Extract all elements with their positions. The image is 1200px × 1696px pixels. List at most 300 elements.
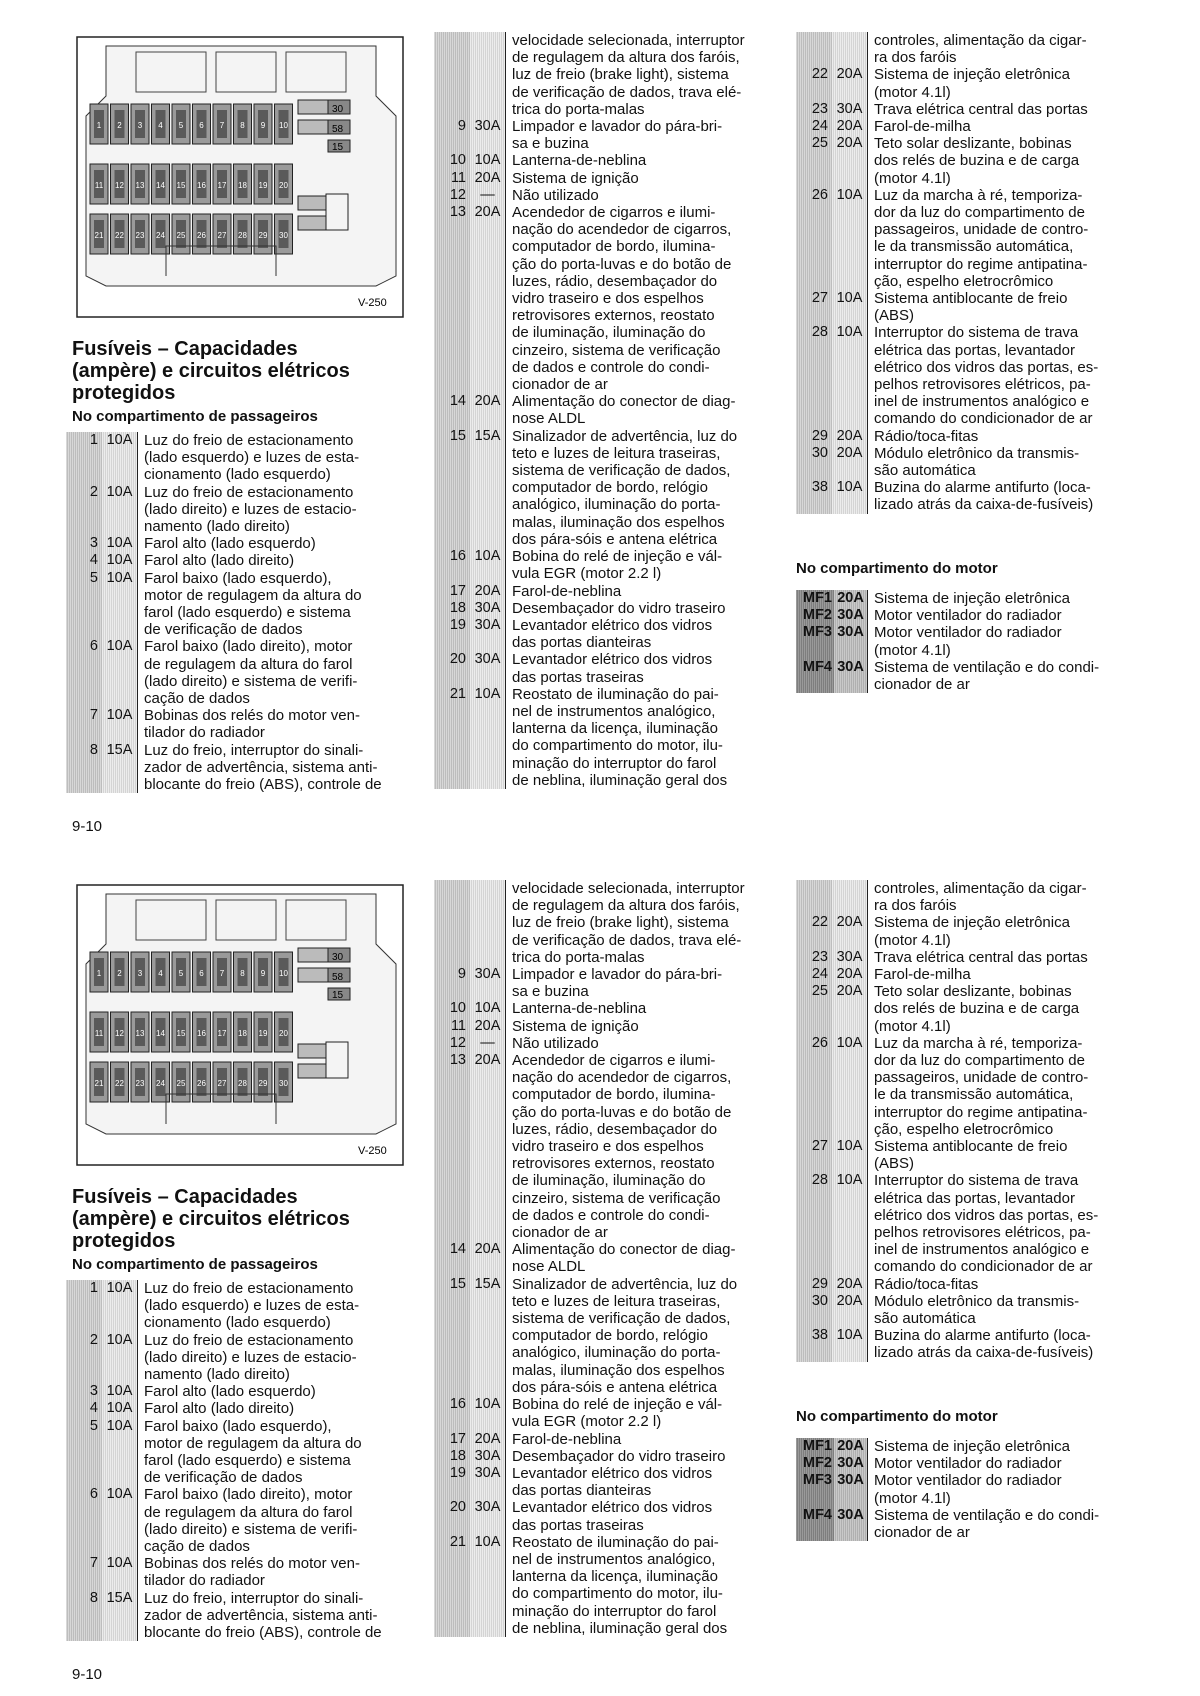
fuse-slot-number: 18: [238, 1029, 247, 1038]
description-line: lanterna da licença, iluminação: [512, 1568, 718, 1586]
fuse-circuit-description: [868, 428, 1126, 445]
description-line: Bobinas dos relés do motor ven-: [144, 1555, 360, 1573]
fuse-row: [434, 393, 774, 427]
fuse-slot-number: 15: [176, 181, 186, 190]
fuse-circuit-description: [506, 600, 774, 617]
description-line: Sistema de ignição: [512, 169, 639, 187]
passenger-compartment-heading: No compartimento de passageiros: [72, 408, 318, 425]
fuse-number: 11: [434, 1018, 470, 1035]
description-line: Módulo eletrônico da transmis-: [874, 1292, 1080, 1310]
fuse-slot-number: 26: [197, 231, 206, 240]
fuse-slot-number: 14: [156, 181, 165, 190]
description-line: de iluminação, iluminação do: [512, 324, 706, 342]
description-line: (motor 4.1l): [874, 1017, 951, 1035]
fuse-slot-number: 20: [279, 1029, 288, 1038]
description-line: Sistema antiblocante de freio: [874, 1138, 1068, 1156]
relay-label: 58: [332, 124, 344, 135]
fuse-circuit-description: [138, 1590, 406, 1642]
fuse-box-drawing: [76, 884, 404, 1166]
fuse-number: 30: [796, 1293, 832, 1327]
description-line: Levantador elétrico dos vidros: [512, 1464, 713, 1482]
fuse-row: [66, 1486, 406, 1555]
fuse-circuit-description: [138, 1486, 406, 1555]
fuse-number: 16: [434, 1396, 470, 1430]
description-line: do compartimento do motor, ilu-: [512, 737, 723, 755]
engine-fuse-row: [796, 1438, 1126, 1455]
description-line: Buzina do alarme antifurto (loca-: [874, 479, 1091, 497]
fuse-amperage: 10A: [832, 1172, 868, 1275]
fuse-slot-number: 29: [258, 231, 268, 240]
description-line: Módulo eletrônico da transmis-: [874, 444, 1080, 462]
fuse-circuit-description: [868, 32, 1126, 66]
fuse-slot-number: 30: [279, 1079, 288, 1088]
description-line: computador de bordo, relógio: [512, 1327, 708, 1345]
fuse-circuit-description: [868, 1438, 1126, 1455]
fuse-slot-number: 3: [137, 121, 143, 130]
heading-line-3: protegidos: [72, 382, 176, 404]
fuse-row: [434, 187, 774, 204]
description-line: luzes, rádio, desembaçador do: [512, 1120, 718, 1138]
fuse-number: 9: [434, 966, 470, 1000]
description-line: (lado direito) e luzes de estacio-: [144, 1348, 357, 1366]
description-line: Sistema de injeção eletrônica: [874, 914, 1070, 932]
fuse-circuit-description: [138, 570, 406, 639]
description-line: Interruptor do sistema de trava: [874, 324, 1079, 342]
fuse-amperage: 10A: [470, 152, 506, 169]
fuse-slot-number: 26: [197, 1079, 206, 1088]
fuse-list-col1: [66, 1280, 406, 1641]
description-line: dos pára-sóis e antena elétrica: [512, 1378, 718, 1396]
fuse-slot-number: 23: [135, 1079, 145, 1088]
description-line: Farol baixo (lado direito), motor: [144, 638, 353, 656]
description-line: tilador do radiador: [144, 724, 265, 742]
description-line: Farol baixo (lado direito), motor: [144, 1486, 353, 1504]
description-line: Limpador e lavador do pára-bri-: [512, 118, 723, 136]
description-line: Motor ventilador do radiador: [874, 1472, 1062, 1490]
fuse-amperage: 10A: [102, 707, 138, 741]
fuse-slot-number: 8: [240, 121, 245, 130]
fuse-circuit-description: [868, 607, 1126, 624]
fuse-slot-number: 28: [238, 231, 247, 240]
fuse-number: 28: [796, 324, 832, 427]
fuse-number: 16: [434, 548, 470, 582]
fuse-row: [66, 1590, 406, 1642]
fuse-number: MF3: [796, 624, 834, 658]
description-line: Teto solar deslizante, bobinas: [874, 135, 1072, 153]
fuse-slot-number: 25: [176, 1079, 186, 1088]
description-line: Farol alto (lado esquerdo): [144, 535, 316, 553]
fuse-circuit-description: [138, 552, 406, 569]
engine-fuse-row: [796, 590, 1126, 607]
fuse-number: 28: [796, 1172, 832, 1275]
fuse-row: [66, 1400, 406, 1417]
fuse-amperage: 20A: [470, 1241, 506, 1275]
page-number: 9-10: [72, 1666, 103, 1683]
description-line: do compartimento do motor, ilu-: [512, 1585, 723, 1603]
engine-fuse-row: [796, 1455, 1126, 1472]
fuse-row: [434, 1000, 774, 1017]
fuse-amperage: 10A: [832, 324, 868, 427]
fuse-slot-number: 6: [199, 969, 204, 978]
fuse-row: [796, 949, 1126, 966]
description-line: Luz do freio de estacionamento: [144, 1280, 354, 1297]
fuse-row: [434, 1499, 774, 1533]
fuse-slot-number: 18: [238, 181, 247, 190]
fuse-amperage: 10A: [102, 1332, 138, 1384]
description-line: Sistema de ignição: [512, 1017, 639, 1035]
fuse-circuit-description: [868, 1172, 1126, 1275]
description-line: de dados e controle do condi-: [512, 358, 710, 376]
description-line: computador de bordo, relógio: [512, 479, 708, 497]
fuse-amperage: 10A: [102, 638, 138, 707]
relay-label: 58: [332, 972, 344, 983]
fuse-amperage: 30A: [470, 600, 506, 617]
fuse-number: 14: [434, 393, 470, 427]
fuse-circuit-description: [506, 393, 774, 427]
fuse-number: 4: [66, 1400, 102, 1417]
fuse-amperage: 20A: [470, 1018, 506, 1035]
description-line: nel de instrumentos analógico,: [512, 702, 716, 720]
fuse-number: MF2: [796, 1455, 834, 1472]
fuse-slot-number: 15: [176, 1029, 186, 1038]
fuse-circuit-description: [506, 1431, 774, 1448]
fuse-row: [434, 1448, 774, 1465]
fuse-amperage: —: [470, 187, 506, 204]
description-line: Levantador elétrico dos vidros: [512, 616, 713, 634]
fuse-list-col2: [434, 32, 774, 789]
fuse-box-diagram: [76, 36, 404, 318]
description-line: dos relés de buzina e de carga: [874, 1000, 1080, 1018]
description-line: velocidade selecionada, interruptor: [512, 32, 745, 49]
fuse-circuit-description: [868, 949, 1126, 966]
fuse-circuit-description: [138, 432, 406, 484]
fuse-amperage: 15A: [470, 1276, 506, 1396]
fuse-number: 1: [66, 432, 102, 484]
fuse-circuit-description: [868, 187, 1126, 290]
description-line: Farol-de-milha: [874, 118, 971, 136]
continued-description-row: [434, 32, 774, 118]
fuse-amperage: 10A: [102, 552, 138, 569]
description-line: das portas traseiras: [512, 1516, 644, 1534]
description-line: vidro traseiro e dos espelhos: [512, 1138, 704, 1156]
description-line: nose ALDL: [512, 410, 586, 428]
fuse-number: 15: [434, 1276, 470, 1396]
fuse-slot-number: 5: [178, 121, 184, 130]
fuse-row: [66, 1383, 406, 1400]
description-line: Sistema antiblocante de freio: [874, 290, 1068, 308]
fuse-circuit-description: [868, 880, 1126, 914]
fuse-amperage: 20A: [834, 590, 868, 607]
fuse-slot-number: 24: [156, 1079, 165, 1088]
description-line: (lado direito) e sistema de verifi-: [144, 672, 358, 690]
fuse-circuit-description: [868, 1327, 1126, 1361]
description-line: motor de regulagem da altura do: [144, 586, 362, 604]
description-line: (motor 4.1l): [874, 931, 951, 949]
fuse-slot-number: 12: [115, 1029, 124, 1038]
fuse-row: [796, 101, 1126, 118]
description-line: Luz do freio, interruptor do sinali-: [144, 1589, 364, 1607]
fuse-slot-number: 16: [197, 1029, 206, 1038]
description-line: lizado atrás da caixa-de-fusíveis): [874, 496, 1094, 514]
engine-compartment-heading: No compartimento do motor: [796, 1408, 998, 1425]
fuse-circuit-description: [868, 1455, 1126, 1472]
description-line: inel de instrumentos analógico e: [874, 393, 1090, 411]
fuse-circuit-description: [868, 1507, 1126, 1541]
fuse-amperage: 20A: [470, 170, 506, 187]
fuse-amperage: 20A: [832, 983, 868, 1035]
fuse-number: 12: [434, 187, 470, 204]
fuse-number: 2: [66, 484, 102, 536]
fuse-row: [434, 548, 774, 582]
fuse-amperage: 30A: [470, 651, 506, 685]
fuse-amperage-blank: [470, 880, 506, 966]
description-line: passageiros, unidade de contro-: [874, 1069, 1089, 1087]
fuse-row: [434, 1018, 774, 1035]
description-line: luzes, rádio, desembaçador do: [512, 272, 718, 290]
fuse-row: [66, 570, 406, 639]
description-line: nel de instrumentos analógico,: [512, 1550, 716, 1568]
fuse-slot-number: 8: [240, 969, 245, 978]
fuse-number: 12: [434, 1035, 470, 1052]
description-line: vula EGR (motor 2.2 l): [512, 1413, 662, 1431]
fuse-amperage: 20A: [832, 1276, 868, 1293]
description-line: sa e buzina: [512, 983, 589, 1001]
description-line: interruptor do regime antipatina-: [874, 1103, 1088, 1121]
fuse-slot-number: 24: [156, 231, 165, 240]
fuse-amperage: 10A: [832, 1327, 868, 1361]
fuse-slot-number: 7: [219, 121, 225, 130]
description-line: Rádio/toca-fitas: [874, 1275, 979, 1293]
fuse-number: 23: [796, 949, 832, 966]
fuse-amperage: 20A: [470, 204, 506, 393]
fuse-row: [434, 617, 774, 651]
fuse-circuit-description: [506, 617, 774, 651]
description-line: farol (lado esquerdo) e sistema: [144, 604, 351, 622]
fuse-circuit-description: [138, 1400, 406, 1417]
fuse-circuit-description: [506, 1035, 774, 1052]
fuse-amperage: 30A: [470, 1448, 506, 1465]
description-line: Interruptor do sistema de trava: [874, 1172, 1079, 1190]
heading-line-1: Fusíveis – Capacidades: [72, 338, 298, 360]
fuse-number: MF1: [796, 590, 834, 607]
fuse-row: [796, 966, 1126, 983]
fuse-number: MF4: [796, 659, 834, 693]
fuse-number: 13: [434, 1052, 470, 1241]
fuse-number: 3: [66, 535, 102, 552]
description-line: Alimentação do conector de diag-: [512, 393, 736, 411]
fuse-amperage: 10A: [832, 1138, 868, 1172]
description-line: Luz do freio de estacionamento: [144, 1331, 354, 1349]
fuse-number: 19: [434, 1465, 470, 1499]
heading-line-2: (ampère) e circuitos elétricos: [72, 1208, 350, 1230]
fuse-slot-number: 5: [178, 969, 184, 978]
description-line: Buzina do alarme antifurto (loca-: [874, 1327, 1091, 1345]
description-line: comando do condicionador de ar: [874, 410, 1093, 428]
fuse-amperage: 30A: [470, 118, 506, 152]
description-line: ra dos faróis: [874, 49, 957, 67]
fuse-slot-number: 16: [197, 181, 206, 190]
description-line: Desembaçador do vidro traseiro: [512, 1447, 726, 1465]
fuse-number: 24: [796, 966, 832, 983]
fuse-amperage: 20A: [470, 1052, 506, 1241]
description-line: dos relés de buzina e de carga: [874, 152, 1080, 170]
fuse-list-col3: [796, 32, 1126, 514]
fuse-circuit-description: [506, 1052, 774, 1241]
fuse-box-diagram: [76, 884, 404, 1166]
description-line: Luz da marcha à ré, temporiza-: [874, 186, 1083, 204]
description-line: le da transmissão automática,: [874, 1086, 1074, 1104]
description-line: Não utilizado: [512, 186, 599, 204]
description-line: (motor 4.1l): [874, 169, 951, 187]
fuse-row: [434, 1276, 774, 1396]
fuse-slot-number: 22: [115, 231, 124, 240]
fuse-circuit-description: [506, 1018, 774, 1035]
description-line: cionador de ar: [874, 1524, 970, 1542]
description-line: Farol baixo (lado esquerdo),: [144, 1417, 332, 1435]
fuse-amperage: 10A: [102, 570, 138, 639]
description-line: elétrico dos vidros das portas, es-: [874, 1206, 1099, 1224]
fuse-row: [434, 583, 774, 600]
fuse-list-engine: [796, 590, 1126, 693]
fuse-amperage: 20A: [470, 393, 506, 427]
fuse-number: 18: [434, 600, 470, 617]
description-line: cionador de ar: [512, 376, 608, 394]
fuse-number: 7: [66, 707, 102, 741]
description-line: ção, espelho eletrocrômico: [874, 272, 1054, 290]
fuse-number: 30: [796, 445, 832, 479]
fuse-row: [796, 290, 1126, 324]
description-line: (ABS): [874, 307, 915, 325]
engine-fuse-row: [796, 1507, 1126, 1541]
fuse-row: [66, 707, 406, 741]
relay-label: 15: [332, 990, 344, 1001]
fuse-amperage: 10A: [102, 1400, 138, 1417]
fuse-number: 38: [796, 1327, 832, 1361]
fuse-row: [66, 638, 406, 707]
description-line: cinzeiro, sistema de verificação: [512, 1189, 721, 1207]
description-line: Sinalizador de advertência, luz do: [512, 1275, 738, 1293]
fuse-circuit-description: [506, 32, 774, 118]
description-line: Acendedor de cigarros e ilumi-: [512, 1052, 716, 1070]
fuse-number: 38: [796, 479, 832, 513]
description-line: de regulagem da altura do farol: [144, 655, 353, 673]
fuse-row: [434, 118, 774, 152]
fuse-amperage: 30A: [470, 966, 506, 1000]
description-line: Limpador e lavador do pára-bri-: [512, 966, 723, 984]
description-line: de neblina, iluminação geral dos: [512, 771, 728, 789]
fuse-circuit-description: [506, 118, 774, 152]
fuse-number: 22: [796, 914, 832, 948]
section-heading: [72, 1186, 402, 1252]
fuse-circuit-description: [506, 583, 774, 600]
description-line: nação do acendedor de cigarros,: [512, 1069, 732, 1087]
description-line: cionamento (lado esquerdo): [144, 466, 331, 484]
fuse-slot-number: 10: [279, 969, 288, 978]
fuse-circuit-description: [868, 101, 1126, 118]
fuse-circuit-description: [868, 66, 1126, 100]
fuse-amperage: 30A: [470, 1499, 506, 1533]
fuse-number-blank: [796, 32, 832, 66]
fuse-row: [434, 428, 774, 548]
fuse-amperage: 10A: [102, 1486, 138, 1555]
description-line: (ABS): [874, 1155, 915, 1173]
fuse-slot-number: 21: [94, 231, 104, 240]
description-line: interruptor do regime antipatina-: [874, 255, 1088, 273]
description-line: Bobinas dos relés do motor ven-: [144, 707, 360, 725]
fuse-number: 17: [434, 1431, 470, 1448]
fuse-row: [796, 983, 1126, 1035]
continued-description-row: [796, 32, 1126, 66]
fuse-amperage: 10A: [832, 479, 868, 513]
fuse-number: 24: [796, 118, 832, 135]
fuse-circuit-description: [506, 966, 774, 1000]
section-heading: [72, 338, 402, 404]
fuse-amperage: 10A: [470, 1534, 506, 1637]
description-line: tilador do radiador: [144, 1572, 265, 1590]
fuse-slot-number: 2: [117, 121, 122, 130]
fuse-circuit-description: [868, 324, 1126, 427]
fuse-number: MF3: [796, 1472, 834, 1506]
description-line: cação de dados: [144, 690, 250, 708]
fuse-slot-number: 7: [219, 969, 225, 978]
fuse-slot-number: 27: [217, 1079, 227, 1088]
fuse-amperage: 10A: [832, 290, 868, 324]
description-line: lizado atrás da caixa-de-fusíveis): [874, 1344, 1094, 1362]
fuse-number: 7: [66, 1555, 102, 1589]
description-line: Farol alto (lado esquerdo): [144, 1383, 316, 1401]
fuse-circuit-description: [506, 1534, 774, 1637]
fuse-slot-number: 17: [217, 181, 227, 190]
fuse-row: [434, 1396, 774, 1430]
fuse-circuit-description: [506, 170, 774, 187]
fuse-amperage: 10A: [470, 686, 506, 789]
fuse-amperage: 20A: [832, 66, 868, 100]
description-line: ção do porta-luvas e do botão de: [512, 1103, 732, 1121]
description-line: Lanterna-de-neblina: [512, 1000, 647, 1018]
description-line: elétrica das portas, levantador: [874, 1189, 1075, 1207]
description-line: Não utilizado: [512, 1034, 599, 1052]
fuse-box-drawing: [76, 36, 404, 318]
fuse-list-col2: [434, 880, 774, 1637]
description-line: lanterna da licença, iluminação: [512, 720, 718, 738]
description-line: sa e buzina: [512, 135, 589, 153]
description-line: nose ALDL: [512, 1258, 586, 1276]
fuse-slot-number: 19: [258, 181, 268, 190]
description-line: motor de regulagem da altura do: [144, 1434, 362, 1452]
fuse-amperage: 20A: [832, 445, 868, 479]
fuse-amperage: 30A: [470, 1465, 506, 1499]
fuse-slot-number: 22: [115, 1079, 124, 1088]
fuse-amperage: 30A: [832, 949, 868, 966]
description-line: zador de advertência, sistema anti-: [144, 1606, 378, 1624]
fuse-circuit-description: [138, 1280, 406, 1332]
fuse-circuit-description: [868, 479, 1126, 513]
description-line: le da transmissão automática,: [874, 238, 1074, 256]
fuse-circuit-description: [138, 742, 406, 794]
fuse-row: [434, 170, 774, 187]
description-line: nação do acendedor de cigarros,: [512, 221, 732, 239]
fuse-circuit-description: [868, 1276, 1126, 1293]
fuse-slot-number: 28: [238, 1079, 247, 1088]
fuse-circuit-description: [506, 1276, 774, 1396]
heading-line-3: protegidos: [72, 1230, 176, 1252]
fuse-amperage: 10A: [832, 187, 868, 290]
fuse-circuit-description: [506, 548, 774, 582]
heading-line-1: Fusíveis – Capacidades: [72, 1186, 298, 1208]
fuse-amperage: 30A: [834, 624, 868, 658]
fuse-amperage: 30A: [834, 1507, 868, 1541]
fuse-amperage: 10A: [102, 484, 138, 536]
